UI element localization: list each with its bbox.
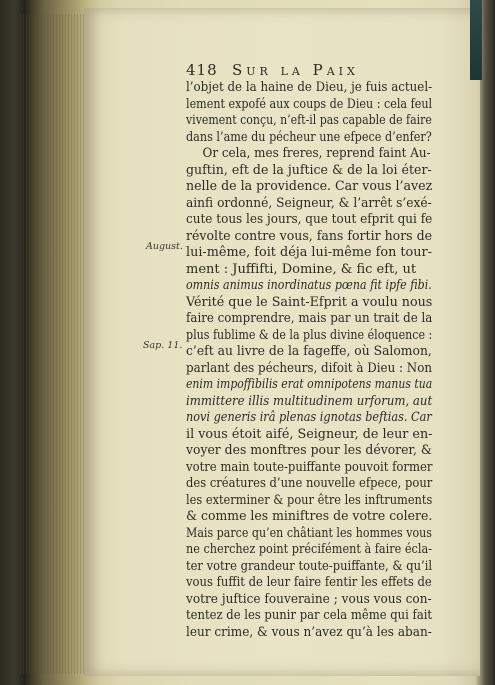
text-line: lement expofé aux coups de Dieu : cela feul bbox=[186, 96, 433, 112]
body-text bbox=[186, 80, 432, 641]
text-line: vivement conçu, n’eft-il pas capable de faire bbox=[186, 113, 432, 128]
text-line: leur crime, & vous n’avez qu’à les aban- bbox=[186, 624, 432, 640]
text-line: révolte contre vous, fans fortir hors de bbox=[186, 228, 433, 244]
text-line: voyer des monftres pour les dévorer, & bbox=[186, 443, 432, 458]
bookmark-ribbon bbox=[470, 0, 482, 80]
text-line-latin: immittere illis multitudinem urforum, aut bbox=[186, 393, 433, 409]
text-line-latin: novi generis irâ plenas ignotas beftias. Car bbox=[186, 410, 432, 425]
text-line: faire comprendre, mais par un trait de la bbox=[186, 311, 433, 326]
text-line: & comme les miniftres de votre colere. bbox=[186, 509, 433, 524]
text-line: Vérité que le Saint-Efprit a voulu nous bbox=[186, 294, 433, 310]
page-number: 418 bbox=[186, 61, 218, 79]
text-line: cute tous les jours, que tout efprit qui fe bbox=[186, 212, 433, 227]
text-line-latin: omnis animus inordinatus pœna fit ipfe fibi. bbox=[186, 278, 432, 293]
margin-note-sap: Sap. 11. bbox=[143, 340, 183, 351]
text-line: ainfi ordonné, Seigneur, & l’arrêt s’exé- bbox=[186, 195, 432, 211]
text-line-latin: enim impoffibilis erat omnipotens manus tua bbox=[186, 377, 433, 392]
text-line: plus fublime & de la plus divine éloquence : bbox=[186, 327, 433, 343]
text-line: guftin, eft de la juftice & de la loi éter- bbox=[186, 162, 432, 178]
text-line: les exterminer & pour être les inftruments bbox=[186, 492, 433, 508]
text-line: ne cherchez point précifément à faire écla- bbox=[186, 542, 432, 557]
text-line: vous fuffit de leur faire fentir les effets de bbox=[186, 575, 432, 590]
text-line: des créatures d’une nouvelle efpece, pour bbox=[186, 476, 433, 491]
text-line: tentez de les punir par cela même qui fait bbox=[186, 608, 433, 623]
text-line: ment : Juffifti, Domine, & fic eft, ut bbox=[186, 261, 417, 277]
text-line: nelle de la providence. Car vous l’avez bbox=[186, 179, 433, 194]
page-stack-edge bbox=[20, 14, 90, 674]
text-line: dans l’ame du pécheur une efpece d’enfer? bbox=[186, 129, 432, 145]
running-title: Sur la Paix bbox=[232, 61, 359, 79]
text-line: Mais parce qu’en châtiant les hommes vous bbox=[186, 525, 432, 541]
text-line: parlant des pécheurs, difoit à Dieu : Non bbox=[186, 360, 433, 376]
text-line: il vous étoit aifé, Seigneur, de leur en- bbox=[186, 426, 433, 442]
text-line: lui-même, foit déja lui-même fon tour- bbox=[186, 245, 432, 260]
text-line: c’eft au livre de la fageffe, où Salomon, bbox=[186, 344, 432, 359]
text-line: Or cela, mes freres, reprend faint Au- bbox=[202, 146, 431, 161]
text-line: votre main toute-puiffante pouvoit former bbox=[186, 459, 433, 475]
margin-note-august: August. bbox=[146, 241, 183, 252]
text-line: votre juftice fouveraine ; vous vous con- bbox=[186, 591, 432, 607]
text-line: l’objet de la haine de Dieu, je fuis actuel- bbox=[186, 80, 433, 95]
text-line: ter votre grandeur toute-puiffante, & qu’il bbox=[186, 558, 433, 574]
page-header bbox=[186, 61, 416, 81]
